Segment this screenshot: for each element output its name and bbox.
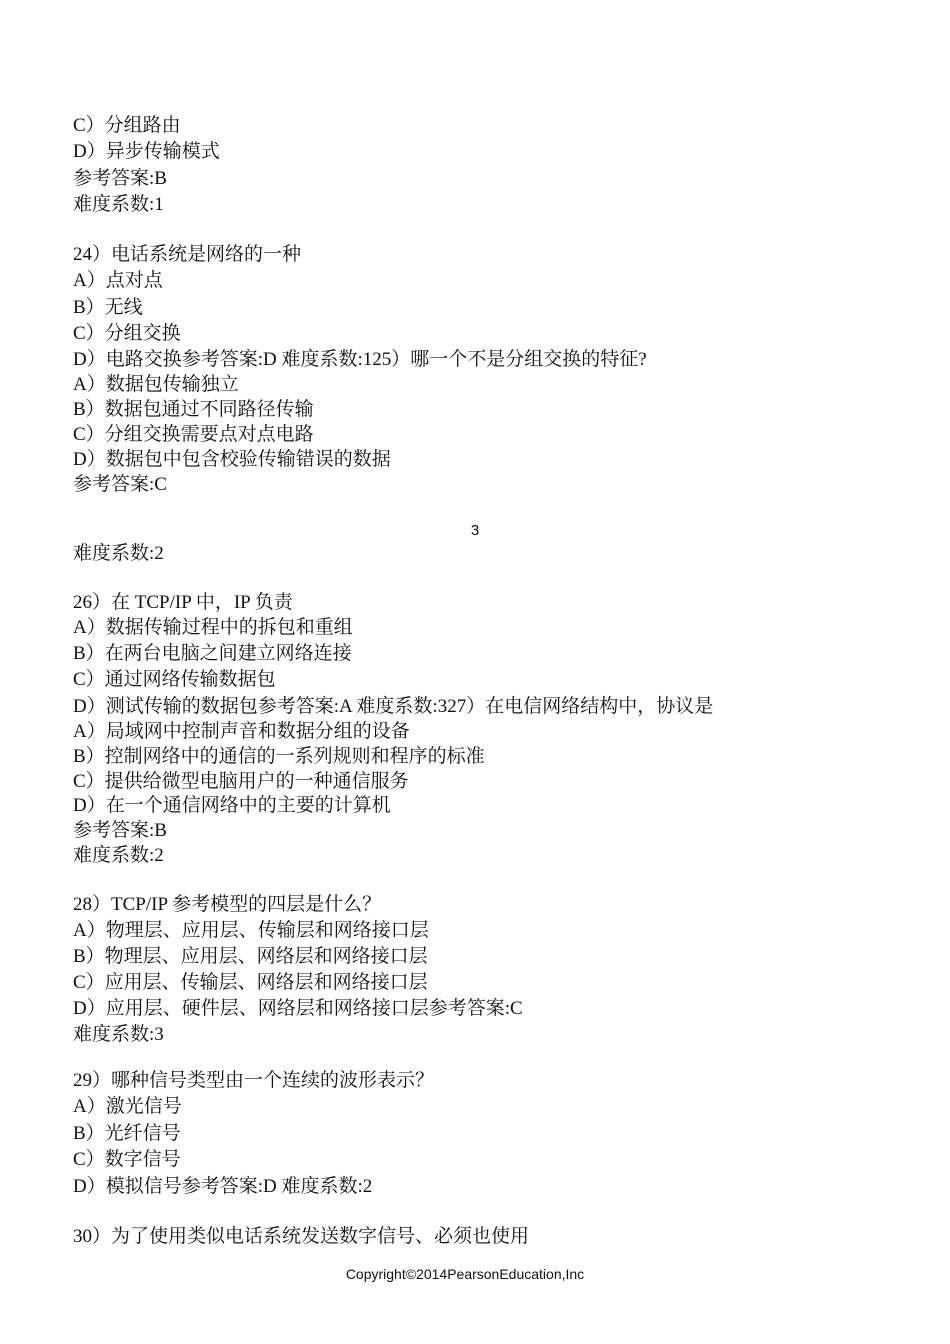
text-line: B）数据包通过不同路径传输: [73, 399, 314, 420]
text-line: C）分组交换需要点对点电路: [73, 424, 314, 445]
question-line: 28）TCP/IP 参考模型的四层是什么？: [73, 894, 382, 915]
text-line: 参考答案:B: [73, 168, 167, 189]
text-line: A）数据传输过程中的拆包和重组: [73, 617, 353, 638]
text-line: D）数据包中包含校验传输错误的数据: [73, 449, 391, 470]
text-line: A）数据包传输独立: [73, 374, 239, 395]
text-line: B）物理层、应用层、网络层和网络接口层: [73, 946, 428, 967]
text-line: 难度系数:2: [73, 845, 164, 866]
text-line: C）提供给微型电脑用户的一种通信服务: [73, 771, 409, 792]
text-line: 难度系数:2: [73, 543, 164, 564]
text-line: C）分组交换: [73, 323, 181, 344]
text-line: D）测试传输的数据包参考答案:A 难度系数:327）在电信网络结构中，协议是: [73, 696, 714, 717]
text-line: B）光纤信号: [73, 1123, 181, 1144]
page-number: 3: [470, 522, 480, 539]
text-line: C）数字信号: [73, 1149, 181, 1170]
question-line: 26）在 TCP/IP 中，IP 负责: [73, 592, 293, 613]
text-line: D）在一个通信网络中的主要的计算机: [73, 795, 391, 816]
question-line: 30）为了使用类似电话系统发送数字信号、必须也使用: [73, 1226, 530, 1247]
text-line: 难度系数:3: [73, 1024, 164, 1045]
text-line: 参考答案:B: [73, 820, 167, 841]
text-line: D）应用层、硬件层、网络层和网络接口层参考答案:C: [73, 998, 523, 1019]
text-line: D）异步传输模式: [73, 141, 220, 162]
text-line: C）分组路由: [73, 115, 181, 136]
text-line: D）模拟信号参考答案:D 难度系数:2: [73, 1176, 373, 1197]
text-line: A）局域网中控制声音和数据分组的设备: [73, 721, 410, 742]
text-line: B）在两台电脑之间建立网络连接: [73, 643, 352, 664]
text-line: 参考答案:C: [73, 474, 167, 495]
text-line: A）物理层、应用层、传输层和网络接口层: [73, 920, 429, 941]
text-line: C）应用层、传输层、网络层和网络接口层: [73, 972, 428, 993]
text-line: A）激光信号: [73, 1096, 182, 1117]
question-line: 29）哪种信号类型由一个连续的波形表示？: [73, 1070, 435, 1091]
question-line: 24）电话系统是网络的一种: [73, 244, 302, 265]
text-line: D）电路交换参考答案:D 难度系数:125）哪一个不是分组交换的特征?: [73, 349, 647, 370]
text-line: B）控制网络中的通信的一系列规则和程序的标准: [73, 746, 485, 767]
text-line: 难度系数:1: [73, 194, 164, 215]
text-line: A）点对点: [73, 270, 163, 291]
text-line: C）通过网络传输数据包: [73, 669, 276, 690]
copyright-footer: Copyright©2014PearsonEducation,Inc: [345, 1266, 585, 1282]
text-line: B）无线: [73, 297, 143, 318]
